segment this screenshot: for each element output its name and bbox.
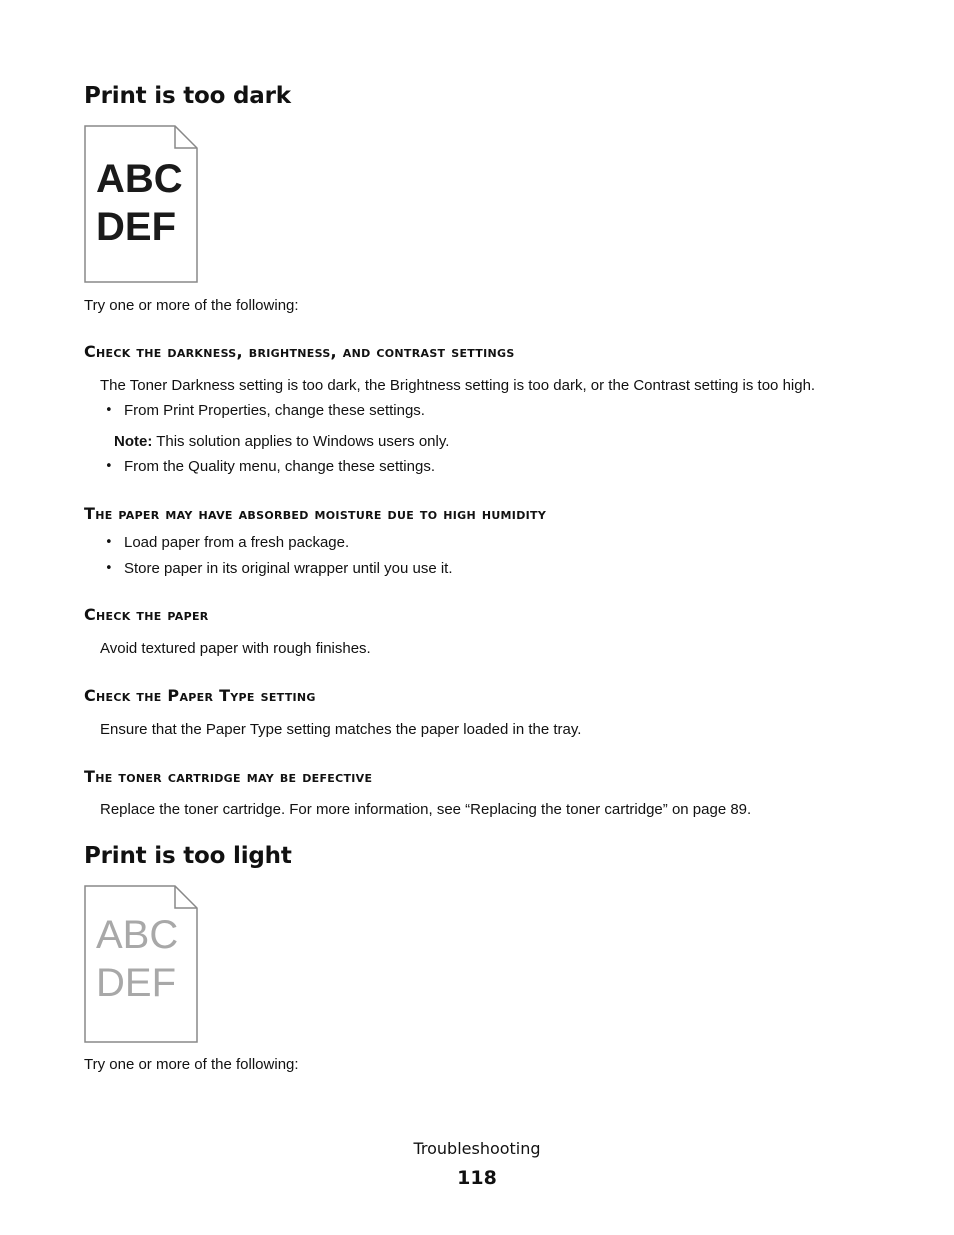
section-title-print-too-dark: Print is too dark: [84, 83, 291, 109]
toner-defective-body: Replace the toner cartridge. For more information, see “Replacing the toner cartridge” on page 89.: [100, 801, 752, 818]
footer-page-number: 118: [457, 1167, 497, 1189]
dark-sample-line1: ABC: [96, 157, 183, 201]
section1-intro: Try one or more of the following:: [84, 297, 299, 314]
bullet-marker: •: [105, 561, 113, 576]
windows-note: [114, 433, 449, 450]
subheading-check-settings: Check the darkness, brightness, and contrast settings: [84, 342, 515, 361]
subheading-paper-moisture: The paper may have absorbed moisture due to high humidity: [84, 504, 547, 523]
light-sample-line2: DEF: [96, 961, 176, 1005]
check-paper-body: Avoid textured paper with rough finishes.: [100, 640, 371, 657]
subheading-check-paper: Check the paper: [84, 605, 209, 624]
subheading-toner-defective: The toner cartridge may be defective: [84, 767, 373, 786]
bullet-print-properties: From Print Properties, change these settings.: [124, 402, 425, 419]
dark-sample-line2: DEF: [96, 205, 176, 249]
light-sample-line1: ABC: [96, 913, 179, 957]
note-text: This solution applies to Windows users only.: [152, 433, 450, 450]
bullet-original-wrapper: Store paper in its original wrapper until you use it.: [124, 560, 453, 577]
paper-type-body: Ensure that the Paper Type setting matches the paper loaded in the tray.: [100, 721, 582, 738]
bullet-marker: •: [105, 459, 113, 474]
section2-intro: Try one or more of the following:: [84, 1056, 299, 1073]
bullet-marker: •: [105, 403, 113, 418]
section-title-print-too-light: Print is too light: [84, 843, 292, 869]
dark-print-sample-icon: [84, 125, 198, 283]
footer-chapter-label: Troubleshooting: [413, 1139, 541, 1158]
bullet-fresh-package: Load paper from a fresh package.: [124, 534, 350, 551]
subheading-paper-type: Check the Paper Type setting: [84, 686, 316, 705]
light-print-sample-icon: [84, 885, 198, 1043]
note-label: Note:: [114, 433, 153, 450]
bullet-quality-menu: From the Quality menu, change these settings.: [124, 458, 435, 475]
bullet-marker: •: [105, 535, 113, 550]
check-settings-body: The Toner Darkness setting is too dark, the Brightness setting is too dark, or the Contrast setting is too high.: [100, 377, 816, 394]
